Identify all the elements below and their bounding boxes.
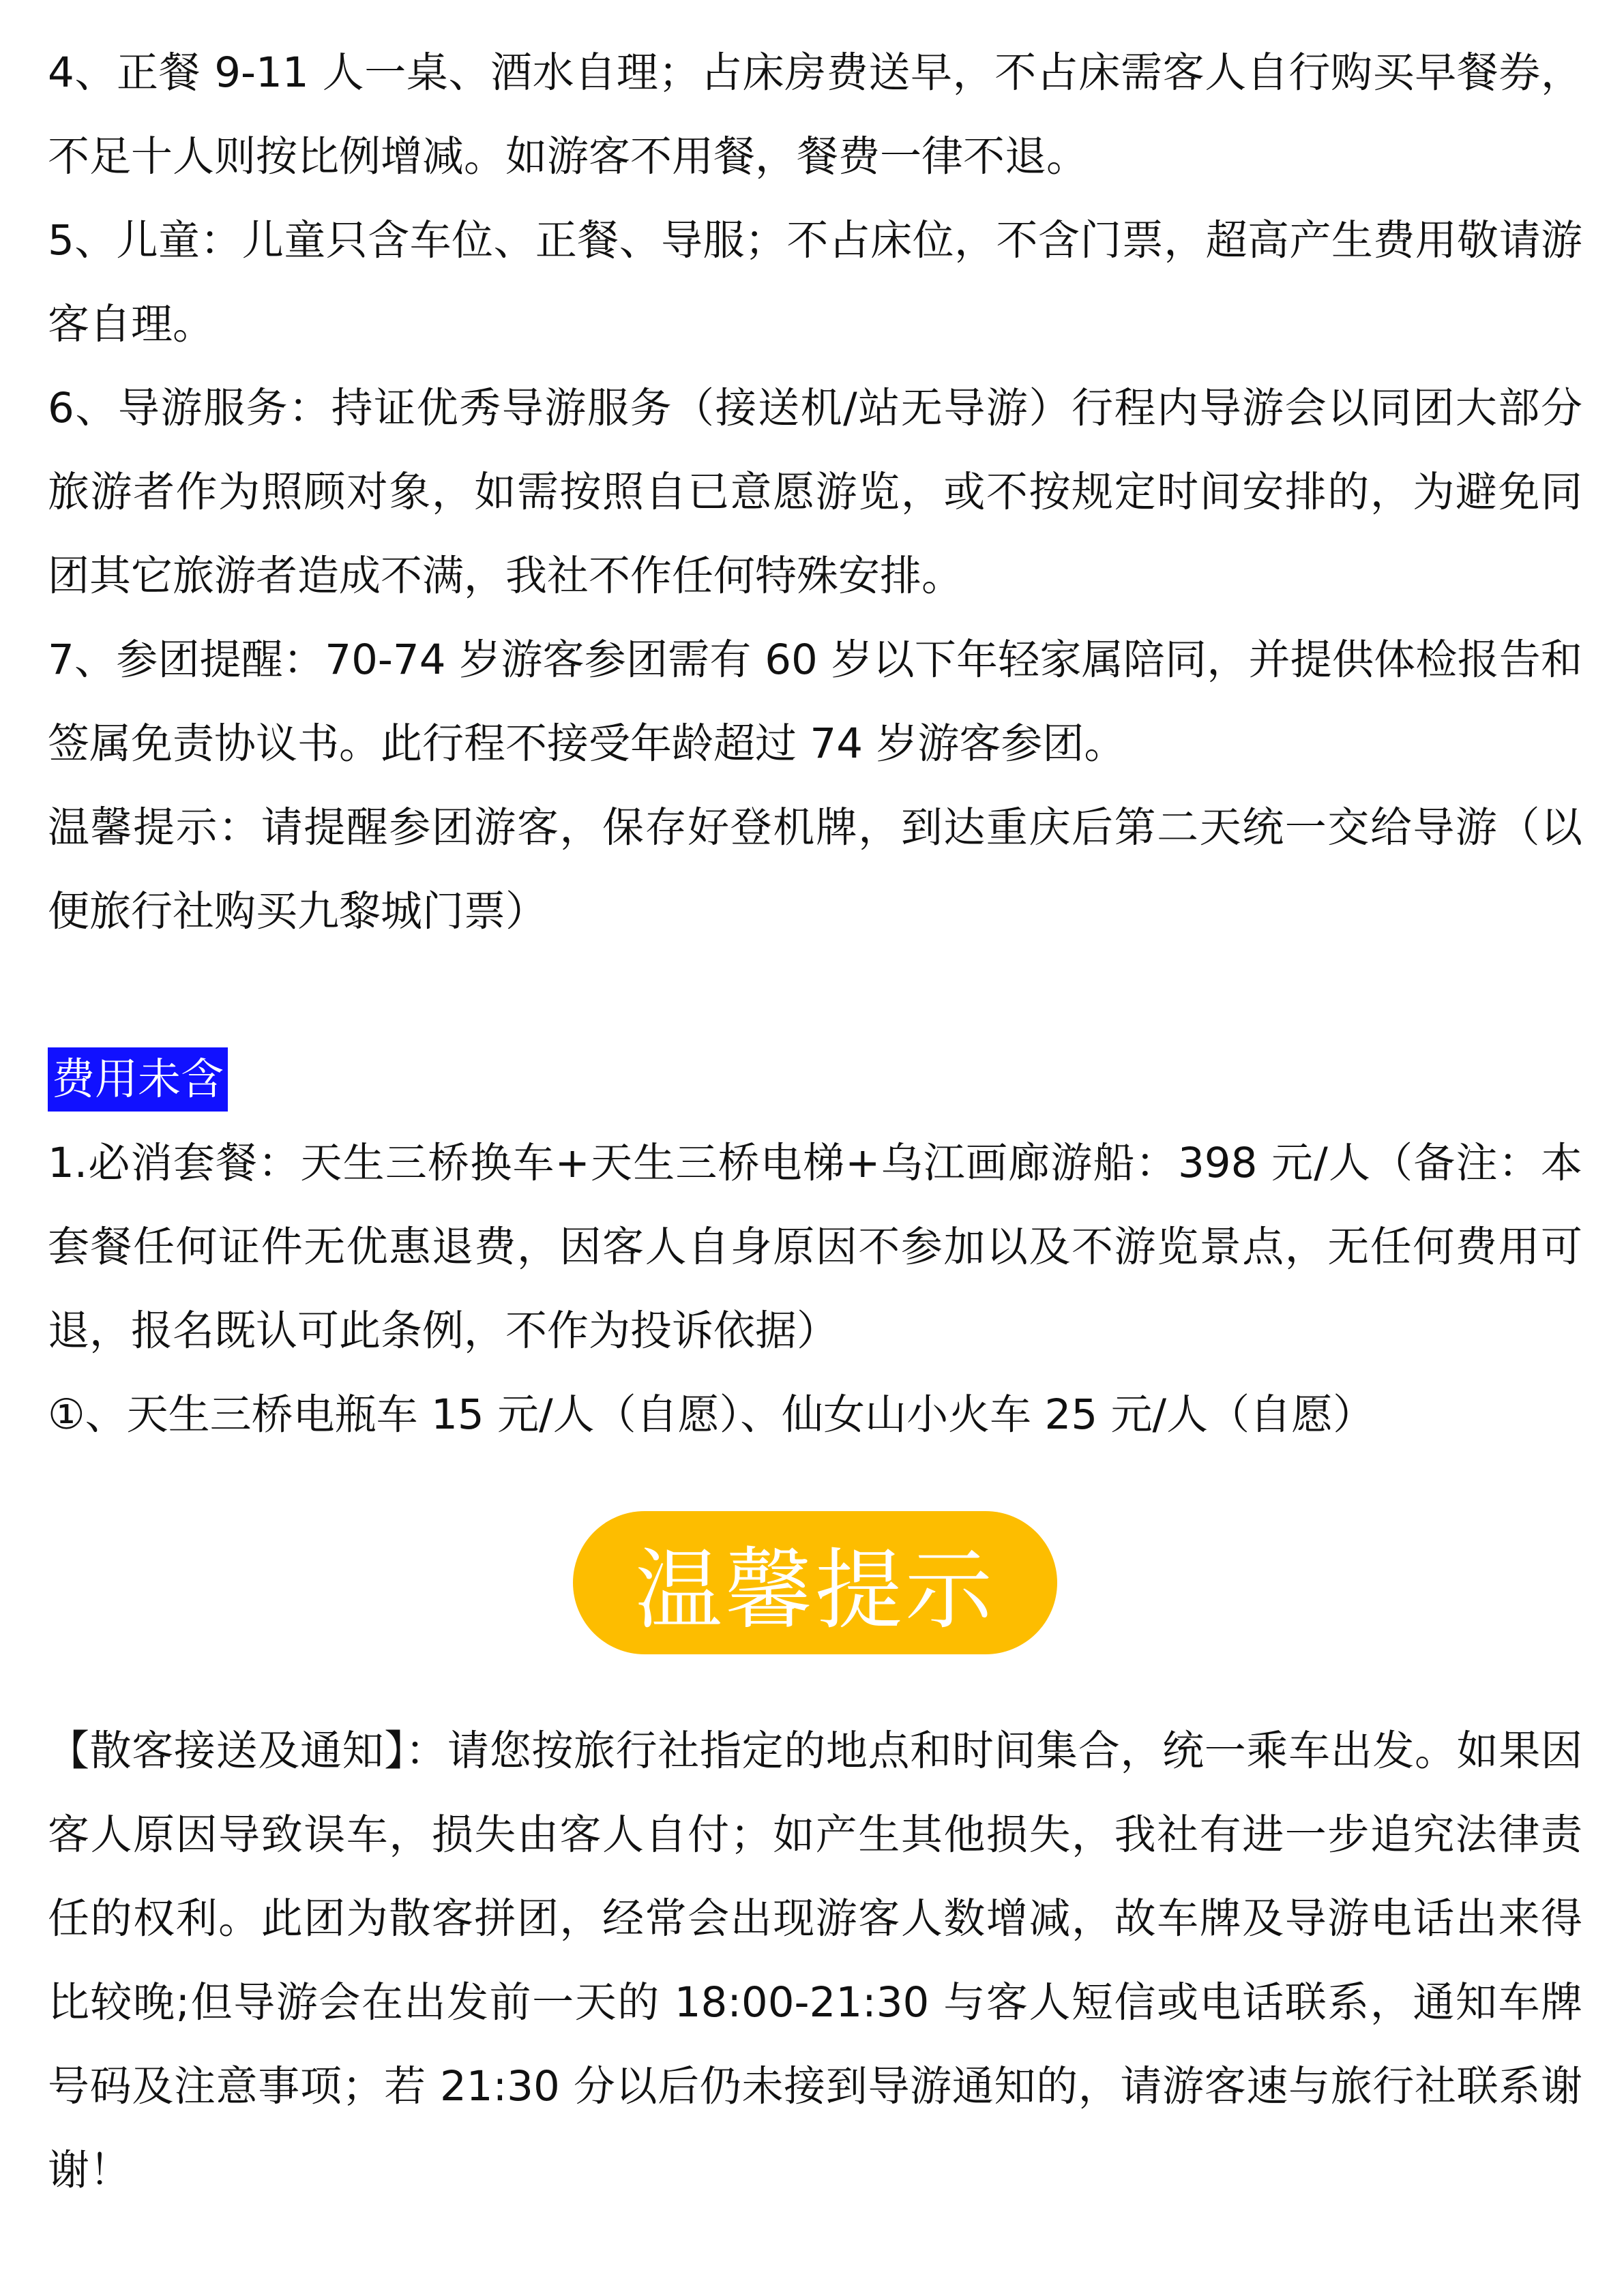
tips-banner-title: 温馨提示 bbox=[634, 1540, 995, 1641]
document-page bbox=[48, 31, 1582, 2212]
note-age-reminder: 7、参团提醒：70-74 岁游客参团需有 60 岁以下年轻家属陪同，并提供体检报告和签属免责协议书。此行程不接受年龄超过 74 岁游客参团。 bbox=[48, 636, 1582, 768]
note-children: 5、儿童：儿童只含车位、正餐、导服；不占床位，不含门票，超高产生费用敬请游客自理。 bbox=[48, 216, 1582, 348]
excluded-heading-row bbox=[48, 1037, 1582, 1121]
excluded-item-package: 1.必消套餐：天生三桥换车+天生三桥电梯+乌江画廊游船：398 元/人（备注：本套餐任何证件无优惠退费，因客人自身原因不参加以及不游览景点，无任何费用可退，报名既认可此条例，不作为投诉依据） bbox=[48, 1139, 1582, 1355]
excluded-fees-heading: 费用未含 bbox=[48, 1047, 228, 1112]
tip-pickup-notice: 【散客接送及通知】：请您按旅行社指定的地点和时间集合，统一乘车出发。如果因客人原因导致误车，损失由客人自付；如产生其他损失，我社有进一步追究法律责任的权利。此团为散客拼团，经常会出现游客人数增减，故车牌及导游电话出来得比较晚;但导游会在出发前一天的 18:00-21:30 与客人短信或电话联系，通知车牌号码及注意事项；若 21:30 分以后仍未接到导游通知的，请游客速与旅行社联系谢谢！ bbox=[48, 1727, 1582, 2194]
tips-banner-row bbox=[48, 1457, 1582, 1709]
note-meals: 4、正餐 9-11 人一桌、酒水自理；占床房费送早，不占床需客人自行购买早餐券，不足十人则按比例增减。如游客不用餐，餐费一律不退。 bbox=[48, 48, 1582, 181]
note-guide-service: 6、导游服务：持证优秀导游服务（接送机/站无导游）行程内导游会以同团大部分旅游者作为照顾对象，如需按照自已意愿游览，或不按规定时间安排的，为避免同团其它旅游者造成不满，我社不作任何特殊安排。 bbox=[48, 384, 1582, 600]
tips-banner bbox=[573, 1511, 1057, 1654]
excluded-item-optional: ①、天生三桥电瓶车 15 元/人（自愿）、仙女山小火车 25 元/人（自愿） bbox=[48, 1390, 1375, 1439]
note-boarding-pass: 温馨提示：请提醒参团游客，保存好登机牌，到达重庆后第二天统一交给导游（以便旅行社购买九黎城门票） bbox=[48, 803, 1582, 936]
